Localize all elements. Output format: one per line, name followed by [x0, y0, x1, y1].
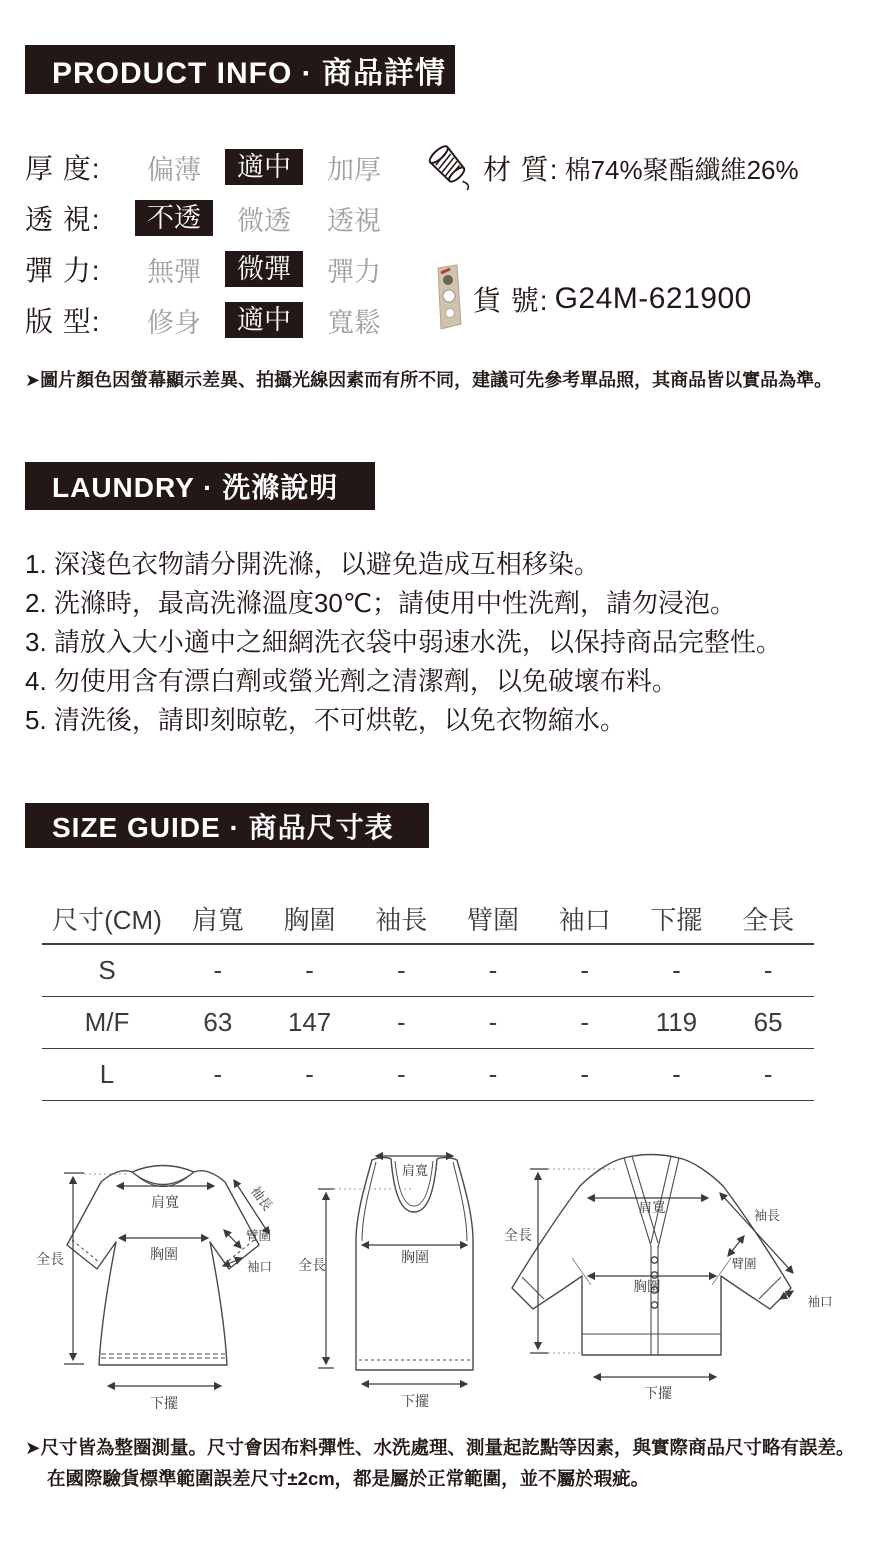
- value-cell: -: [580, 1007, 590, 1037]
- value-cell: -: [396, 1059, 406, 1089]
- attribute-option: 寬鬆: [327, 307, 381, 338]
- size-table-row: [42, 1049, 814, 1101]
- tshirt-full-length-label: 全長: [36, 1251, 64, 1267]
- cardigan-chest-label: 胸圍: [633, 1279, 661, 1294]
- value-cell: -: [672, 1059, 681, 1089]
- value-cell: -: [488, 1007, 498, 1037]
- value-cell: 63: [203, 1007, 233, 1037]
- laundry-instruction: 3. 請放入大小適中之細網洗衣袋中弱速水洗，以保持商品完整性。: [25, 627, 782, 657]
- cardigan-arm-label: 臂圍: [731, 1257, 757, 1271]
- value-cell: 119: [655, 1007, 698, 1037]
- value-cell: -: [305, 955, 314, 985]
- size-table-header-row: [42, 893, 814, 945]
- column-header: 肩寬: [191, 904, 244, 935]
- material-row: [425, 144, 799, 192]
- laundry-instruction: 4. 勿使用含有漂白劑或螢光劑之清潔劑，以免破壞布料。: [25, 666, 678, 696]
- value-cell: 65: [753, 1007, 783, 1037]
- cardigan-full-length-label: 全長: [504, 1227, 532, 1243]
- size-cell: S: [98, 955, 116, 985]
- laundry-instruction: 5. 清洗後，請即刻晾乾，不可烘乾，以免衣物縮水。: [25, 705, 626, 735]
- thread-spool-icon: [425, 141, 473, 196]
- item-number-value: G24M-621900: [554, 282, 752, 315]
- cardigan-hem-label: 下擺: [644, 1385, 672, 1401]
- tank-measure-arrows: [318, 1156, 467, 1384]
- value-cell: -: [580, 1059, 590, 1089]
- attribute-label: 透 視:: [25, 204, 101, 235]
- tolerance-note-line2: 在國際驗貨標準範圍誤差尺寸±2cm，都是屬於正常範圍，並不屬於瑕疵。: [47, 1468, 650, 1489]
- column-header: 下擺: [650, 904, 703, 935]
- cardigan-outline: [512, 1155, 791, 1356]
- laundry-title: LAUNDRY · 洗滌說明: [52, 472, 339, 503]
- value-cell: -: [488, 955, 498, 985]
- attribute-option: 偏薄: [147, 154, 201, 185]
- column-header: 袖長: [375, 904, 428, 935]
- value-cell: -: [213, 1059, 223, 1089]
- laundry-instruction: 2. 洗滌時，最高洗滌溫度30℃；請使用中性洗劑，請勿浸泡。: [25, 588, 737, 618]
- tshirt-sleeve-length-label: 袖長: [247, 1183, 276, 1214]
- tshirt-diagram: [28, 1148, 290, 1418]
- tank-full-length-label: 全長: [298, 1257, 326, 1273]
- tank-shoulder-label: 肩寬: [401, 1163, 429, 1178]
- size-table-row: [42, 997, 814, 1049]
- value-cell: -: [580, 955, 590, 985]
- value-cell: -: [213, 955, 223, 985]
- attribute-row: [25, 199, 393, 237]
- size-table: [42, 893, 814, 1101]
- column-header: 袖口: [558, 904, 611, 935]
- tshirt-hem-label: 下擺: [150, 1395, 178, 1411]
- attribute-option: 加厚: [327, 154, 381, 185]
- attribute-option-selected: 適中: [225, 149, 303, 185]
- material-label: 材 質:: [483, 154, 559, 185]
- attribute-option: 彈力: [327, 256, 381, 287]
- attribute-option-selected: 微彈: [225, 251, 303, 287]
- size-cell: M/F: [84, 1007, 130, 1037]
- tshirt-arm-label: 臂圍: [246, 1229, 272, 1243]
- attribute-option: 透視: [327, 205, 381, 236]
- tshirt-cuff-label: 袖口: [247, 1260, 273, 1274]
- attribute-option: 微透: [237, 205, 291, 236]
- value-cell: -: [488, 1059, 498, 1089]
- attribute-option: 修身: [147, 307, 201, 338]
- column-header: 尺寸(CM): [52, 904, 162, 935]
- attribute-row: [25, 148, 393, 186]
- value-cell: -: [396, 1007, 406, 1037]
- value-cell: 147: [287, 1007, 332, 1037]
- color-difference-note: ➤圖片顏色因螢幕顯示差異、拍攝光線因素而有所不同，建議可先參考單品照，其商品皆以實品為準。: [25, 370, 833, 390]
- attribute-option-selected: 不透: [135, 200, 213, 236]
- attribute-row: [25, 301, 393, 339]
- attribute-rows: [25, 148, 393, 352]
- product-info-title: PRODUCT INFO · 商品詳情: [52, 56, 446, 90]
- item-number-label: 貨 號:: [473, 285, 549, 316]
- cardigan-shoulder-label: 肩寬: [638, 1200, 666, 1215]
- cardigan-diagram: [490, 1148, 840, 1418]
- attribute-option: 無彈: [147, 256, 201, 287]
- column-header: 胸圍: [283, 904, 336, 935]
- material-value: 棉74%聚酯纖維26%: [564, 154, 799, 185]
- attribute-option-selected: 適中: [225, 302, 303, 338]
- cardigan-sleeve-length-label: 袖長: [753, 1208, 781, 1223]
- size-guide-header: [25, 803, 429, 848]
- measurement-diagrams: [0, 1148, 875, 1423]
- laundry-header: [25, 462, 375, 510]
- tank-top-diagram: [288, 1148, 500, 1418]
- cardigan-cuff-label: 袖口: [807, 1295, 833, 1309]
- value-cell: -: [305, 1059, 314, 1089]
- value-cell: -: [763, 1059, 773, 1089]
- column-header: 全長: [742, 904, 795, 935]
- measurement-tolerance-note: [25, 1432, 855, 1494]
- attribute-row: [25, 250, 393, 288]
- attribute-label: 版 型:: [25, 306, 101, 337]
- tank-hem-label: 下擺: [401, 1393, 429, 1409]
- tank-chest-label: 胸圍: [401, 1249, 429, 1265]
- size-cell: L: [99, 1059, 115, 1089]
- value-cell: -: [763, 955, 773, 985]
- hang-tag-icon: [433, 263, 463, 336]
- tshirt-shoulder-label: 肩寬: [151, 1194, 179, 1210]
- attribute-label: 厚 度:: [25, 153, 101, 184]
- value-cell: -: [672, 955, 681, 985]
- value-cell: -: [396, 955, 406, 985]
- size-table-row: [42, 945, 814, 997]
- tolerance-note-line1: ➤尺寸皆為整圈測量。尺寸會因布料彈性、水洗處理、測量起訖點等因素，與實際商品尺寸略有誤差。: [25, 1437, 855, 1458]
- item-number-row: [433, 264, 752, 334]
- tshirt-chest-label: 胸圍: [150, 1246, 178, 1262]
- laundry-list: [25, 545, 855, 740]
- attribute-label: 彈 力:: [25, 255, 101, 286]
- product-info-header: [25, 45, 455, 94]
- laundry-instruction: 1. 深淺色衣物請分開洗滌，以避免造成互相移染。: [25, 549, 600, 579]
- column-header: 臂圍: [466, 904, 519, 935]
- size-guide-title: SIZE GUIDE · 商品尺寸表: [52, 811, 394, 843]
